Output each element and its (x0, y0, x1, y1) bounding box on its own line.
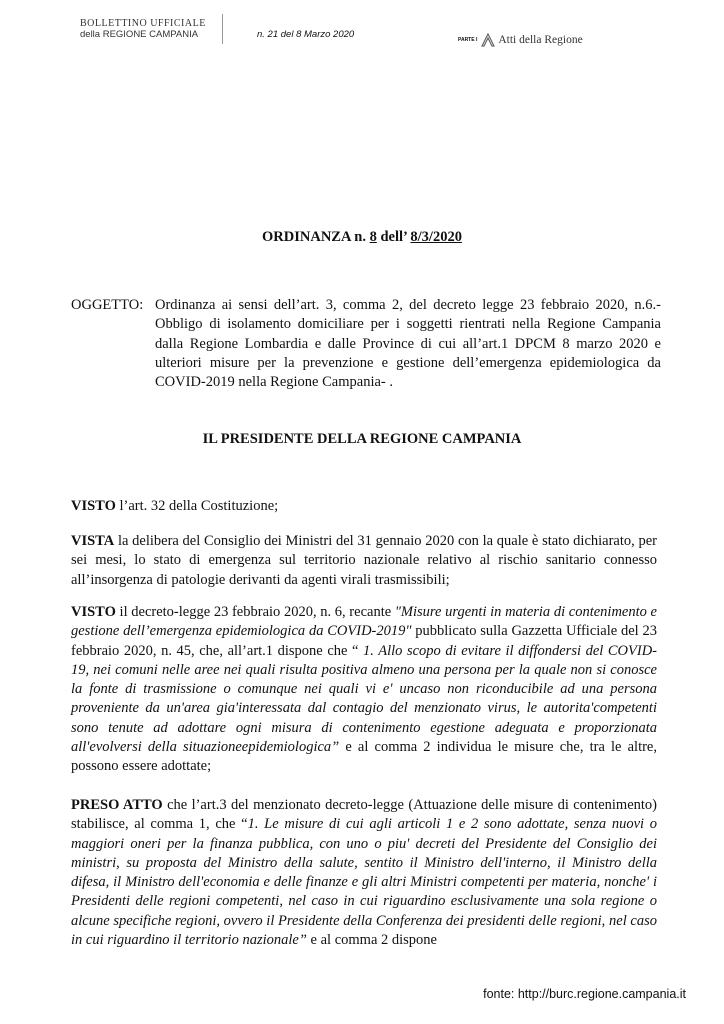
issue-number: n. 21 del 8 Marzo 2020 (257, 29, 355, 40)
region-logo-icon (481, 33, 495, 47)
header-divider (222, 14, 223, 44)
paragraph-preso-atto: PRESO ATTO che l’art.3 del menzionato decreto-legge (Attuazione delle misure di contenimento) stabilisce, al comma 1, che “1. Le misure di cui agli articoli 1 e 2 sono adottate, senza nuovi o maggiori oneri per la finanza pubblica, con uno o piu' decreti del Presidente del Consiglio dei ministri, su proposta del Ministro della salute, sentito il Ministro dell'interno, il Ministro della difesa, il Ministro dell'economia e delle finanze e gli altri Ministri competenti per materia, nonche' i Presidenti delle regioni competenti, nel caso in cui riguardino esclusivamente una sola regione o alcune specifiche regioni, ovvero il Presidente della Conferenza dei presidenti delle regioni, nel caso in cui riguardino il territorio nazionale” e al comma 2 dispone (71, 797, 657, 949)
subject-text: Ordinanza ai sensi dell’art. 3, comma 2, del decreto legge 23 febbraio 2020, n.6.- Obbligo di isolamento domiciliare per i soggetti rientrati nella Regione Campania dalla Regione Lombardia e dalle Province di cui all’art.1 DPCM 8 marzo 2020 e ulteriori misure per la prevenzione e gestione dell’emergenza epidemiologica da COVID-2019 nella Regione Campania- . (155, 297, 661, 391)
bulletin-header (80, 18, 230, 40)
section-header (458, 33, 583, 47)
president-heading: IL PRESIDENTE DELLA REGIONE CAMPANIA (202, 431, 522, 447)
source-footer: fonte: http://burc.regione.campania.it (483, 987, 686, 1001)
subject-block (71, 296, 661, 392)
bulletin-subtitle: della REGIONE CAMPANIA (80, 29, 199, 40)
subject-label: OGGETTO: (71, 297, 144, 313)
paragraph-visto-costituzione: VISTO l’art. 32 della Costituzione; (71, 498, 279, 514)
parte-label: PARTE I (458, 37, 478, 43)
paragraph-visto-decreto: VISTO il decreto-legge 23 febbraio 2020, n. 6, recante "Misure urgenti in materia di contenimento e gestione dell’emergenza epidemiologica da COVID-2019" pubblicato sulla Gazzetta Ufficiale del 23 febbraio 2020, n. 45, che, all’art.1 dispone che “ 1. Allo scopo di evitare il diffondersi del COVID-19, nei comuni nelle aree nei quali risulta positiva almeno una persona per la quale non si conosce la fonte di trasmissione o comunque nei quali vi e' uncaso non riconducibile ad una persona proveniente da un'area gia'interessata dal contagio del menzionato virus, le autorita'competenti sono tenute ad adottare ogni misura di contenimento egestione adeguata e proporzionata all'evolversi della situazioneepidemiologica” e al comma 2 individua le misure che, tra le altre, possono essere adottate; (71, 604, 658, 775)
ordinance-title: ORDINANZA n. 8 dell’ 8/3/2020 (262, 229, 462, 245)
paragraph-vista-delibera: VISTA la delibera del Consiglio dei Ministri del 31 gennaio 2020 con la quale è stato dichiarato, per sei mesi, lo stato di emergenza sul territorio nazionale relativo al rischio sanitario connesso all’insorgenza di patologie derivanti da agenti virali trasmissibili; (71, 533, 657, 588)
bulletin-title: BOLLETTINO UFFICIALE (80, 18, 206, 29)
section-title: Atti della Regione (498, 34, 583, 46)
ordinance-number: 8 (369, 229, 377, 245)
ordinance-date: 8/3/2020 (410, 229, 462, 245)
